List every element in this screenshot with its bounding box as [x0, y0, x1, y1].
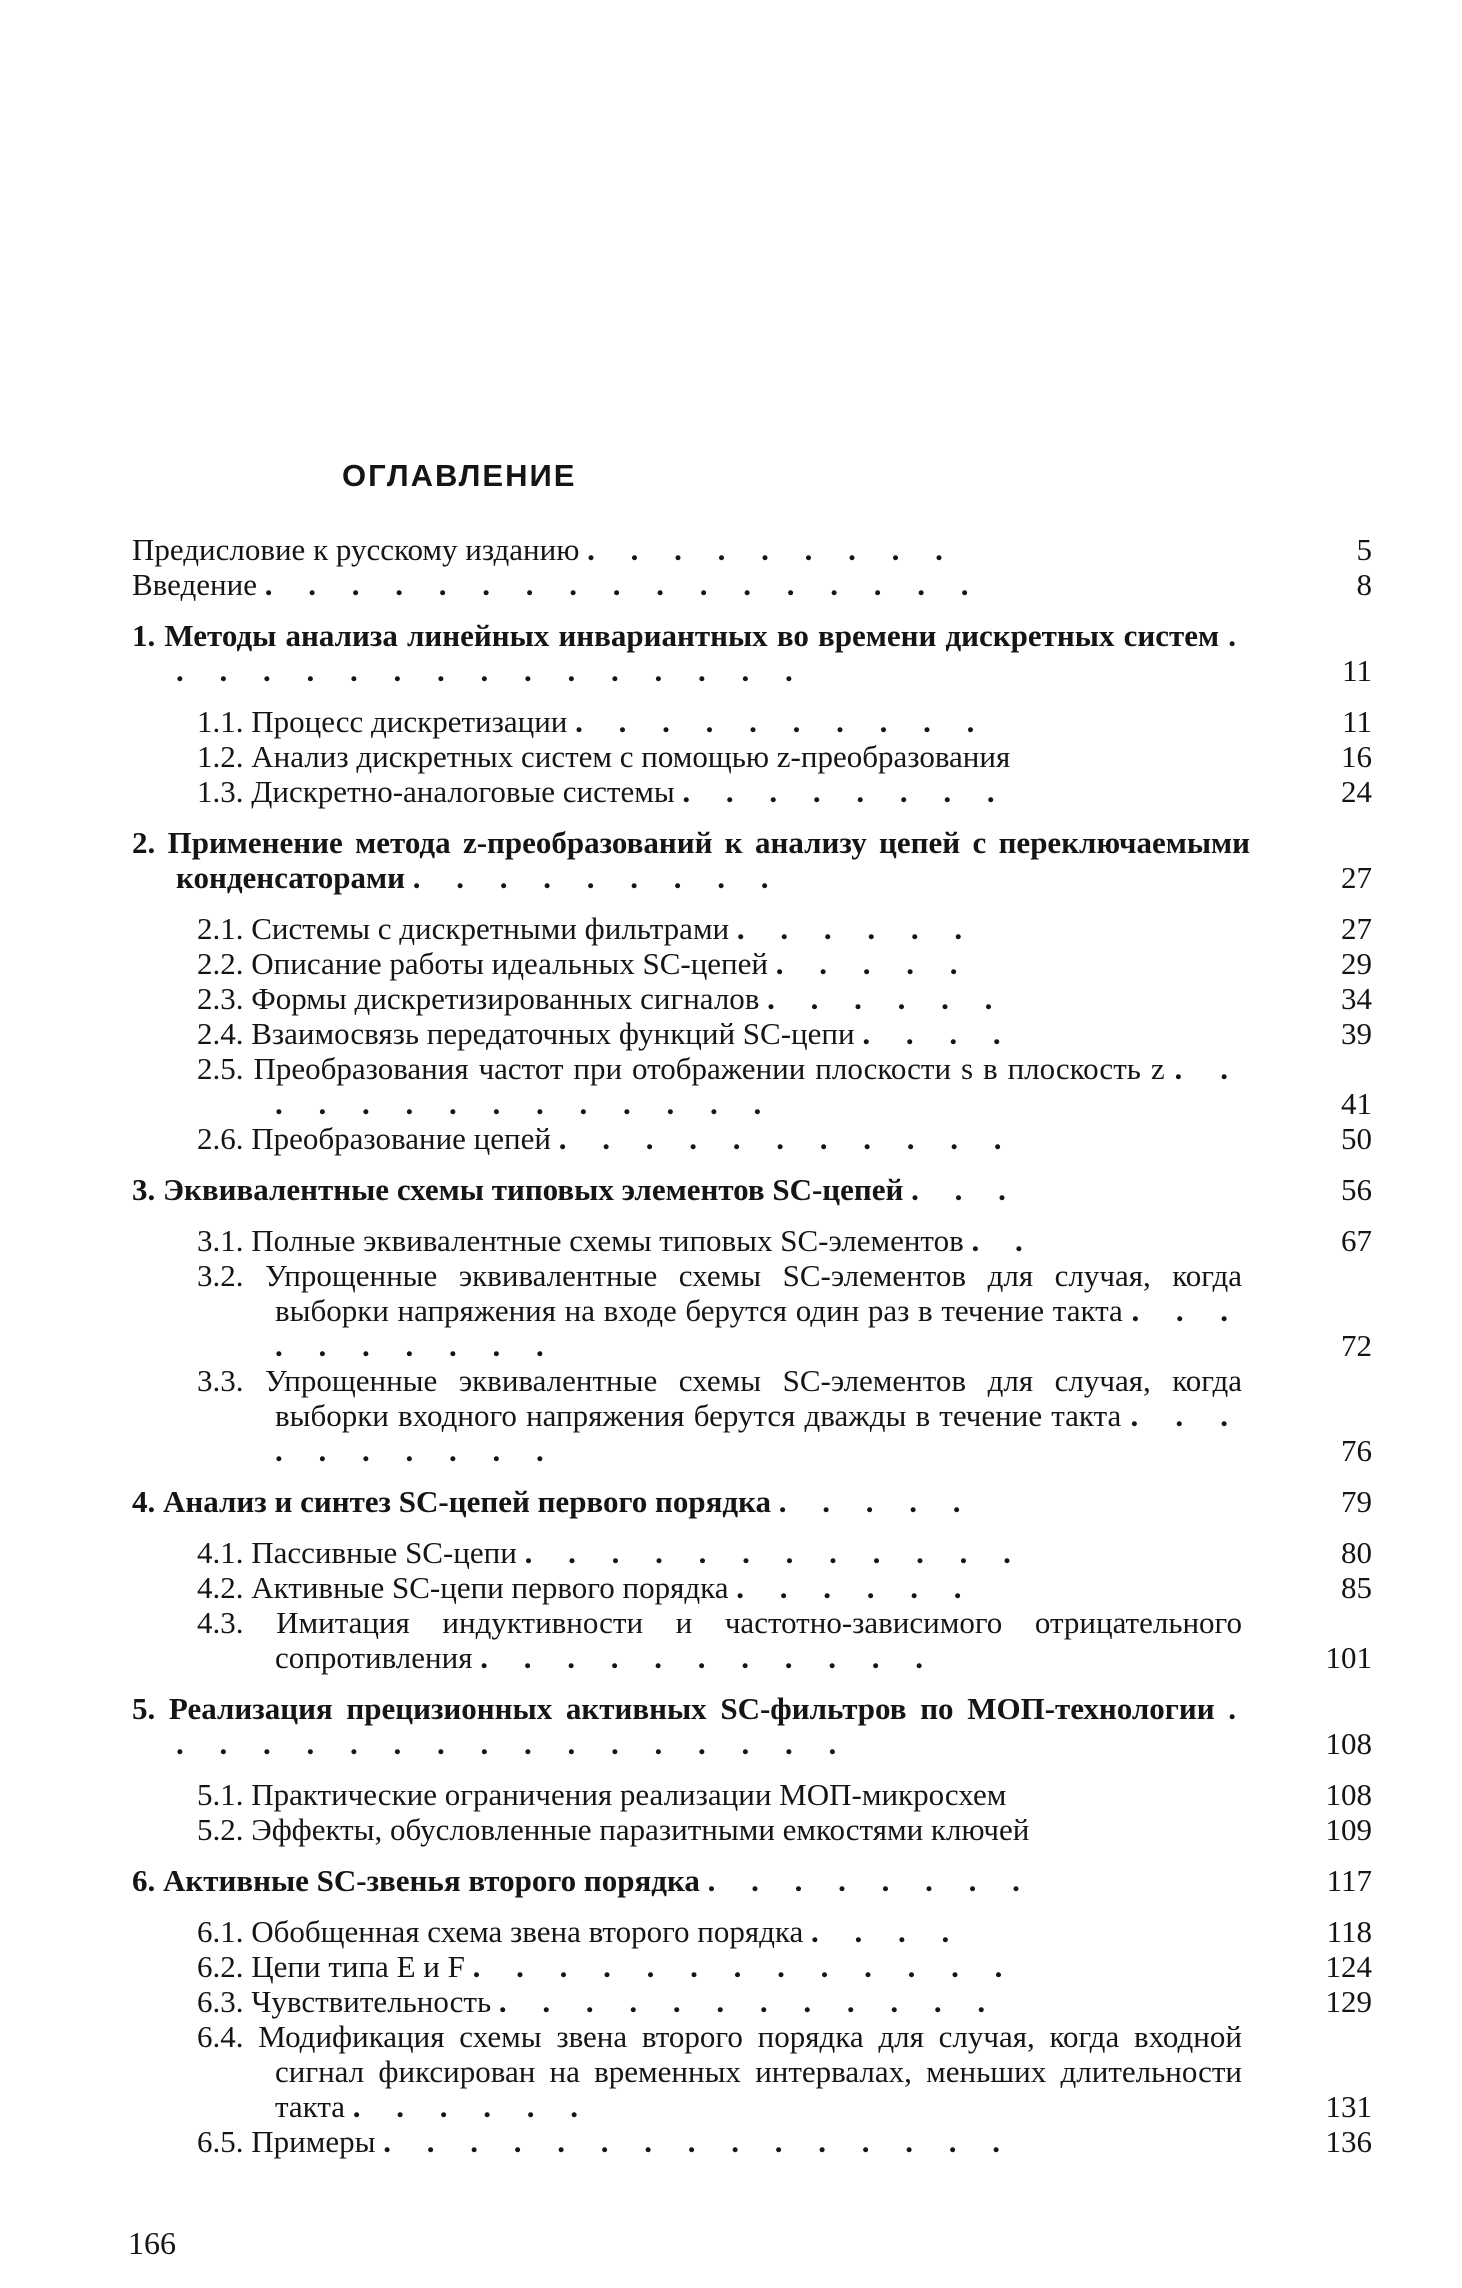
entry-text-block — [132, 1258, 1242, 1363]
entry-text-block — [132, 1605, 1242, 1675]
dot-leader: . . . — [911, 1172, 1020, 1207]
entry-text-block — [132, 1812, 1242, 1847]
entry-page-number: 16 — [1341, 739, 1372, 774]
dot-leader: . . . . . . . . . . — [275, 1293, 1243, 1363]
entry-text-block — [132, 1949, 1242, 1984]
dot-leader: . . — [971, 1223, 1037, 1258]
section-entry — [132, 1051, 1372, 1121]
section-entry — [132, 1570, 1372, 1605]
entry-page-number: 109 — [1325, 1812, 1372, 1847]
entry-title: 4. Анализ и синтез SC-цепей первого порядка — [132, 1484, 771, 1519]
entry-title: 1.3. Дискретно-аналоговые системы — [197, 774, 675, 809]
entry-title: 4.1. Пассивные SC-цепи — [197, 1535, 517, 1570]
section-entry — [132, 1605, 1372, 1675]
entry-title: 4.2. Активные SC-цепи первого порядка — [197, 1570, 729, 1605]
section-entry — [132, 1016, 1372, 1051]
entry-title: 5.1. Практические ограничения реализации МОП-микросхем — [197, 1777, 1007, 1812]
section-entry — [132, 1949, 1372, 1984]
dot-leader: . . . . . . . . . . . . . . . . . — [176, 1691, 1250, 1761]
entry-text-block — [132, 1691, 1250, 1761]
entry-text-block — [132, 739, 1242, 774]
entry-title: 4.3. Имитация индуктивности и частотно-зависимого отрицательного сопротивления — [197, 1605, 1242, 1675]
entry-text-block — [132, 981, 1242, 1016]
section-entry — [132, 1363, 1372, 1468]
entry-title: 6.2. Цепи типа E и F — [197, 1949, 465, 1984]
section-entry — [132, 1914, 1372, 1949]
entry-title: 2.2. Описание работы идеальных SC-цепей — [197, 946, 768, 981]
front-matter-entry — [132, 532, 1372, 567]
entry-title: 2.4. Взаимосвязь передаточных функций SC-цепи — [197, 1016, 855, 1051]
entry-text-block — [132, 1363, 1242, 1468]
entry-page-number: 11 — [1342, 653, 1372, 688]
dot-leader: . . . . — [811, 1914, 964, 1949]
entry-page-number: 34 — [1341, 981, 1372, 1016]
section-entry — [132, 774, 1372, 809]
dot-leader: . . . . — [862, 1016, 1015, 1051]
chapter-entry — [132, 1863, 1372, 1898]
entry-page-number: 136 — [1325, 2124, 1372, 2159]
entry-page-number: 124 — [1325, 1949, 1372, 1984]
chapter-entry — [132, 825, 1372, 895]
entry-text-block — [132, 1223, 1242, 1258]
dot-leader: . . . . . . . . — [682, 774, 1009, 809]
entry-page-number: 108 — [1325, 1777, 1372, 1812]
entry-text-block — [132, 1914, 1242, 1949]
entry-title: Введение — [132, 567, 257, 602]
entry-text-block — [132, 704, 1242, 739]
entry-page-number: 39 — [1341, 1016, 1372, 1051]
entry-title: 6. Активные SC-звенья второго порядка — [132, 1863, 700, 1898]
entry-title: 5.2. Эффекты, обусловленные паразитными емкостями ключей — [197, 1812, 1030, 1847]
front-matter-list — [132, 532, 1372, 602]
entry-title: 3. Эквивалентные схемы типовых элементов SC-цепей — [132, 1172, 904, 1207]
dot-leader: . . . . . . . . — [707, 1863, 1034, 1898]
entry-title: 2. Применение метода z-преобразований к анализу цепей с переключаемыми конденсаторами — [132, 825, 1250, 895]
dot-leader: . . . . . . . . . . . . . . . . . — [264, 567, 983, 602]
entry-text-block — [132, 1570, 1242, 1605]
entry-title: 6.4. Модификация схемы звена второго порядка для случая, когда входной сигнал фиксирован на временных интервалах, меньших длительности такта — [197, 2019, 1242, 2124]
dot-leader: . . . . . — [775, 946, 972, 981]
entry-title: 6.3. Чувствительность — [197, 1984, 492, 2019]
section-entry — [132, 2124, 1372, 2159]
entry-page-number: 27 — [1341, 911, 1372, 946]
entry-title: 5. Реализация прецизионных активных SC-фильтров по МОП-технологии — [132, 1691, 1215, 1726]
entry-text-block — [132, 1172, 1250, 1207]
entry-text-block — [132, 825, 1250, 895]
entry-text-block — [132, 1777, 1242, 1812]
section-entry — [132, 981, 1372, 1016]
dot-leader: . . . . . . . . . . . . — [524, 1535, 1025, 1570]
entry-text-block — [132, 1051, 1242, 1121]
entry-page-number: 50 — [1341, 1121, 1372, 1156]
page-title: ОГЛАВЛЕНИЕ — [342, 458, 577, 493]
entry-page-number: 131 — [1325, 2089, 1372, 2124]
dot-leader: . . . . . . . . . — [412, 860, 783, 895]
entry-title: Предисловие к русскому изданию — [132, 532, 580, 567]
dot-leader: . . . . . . . . . . . . . . . . — [176, 618, 1250, 688]
entry-text-block — [132, 1121, 1242, 1156]
chapter-entry — [132, 1691, 1372, 1761]
entry-text-block — [132, 774, 1242, 809]
entry-title: 2.1. Системы с дискретными фильтрами — [197, 911, 730, 946]
entry-title: 6.5. Примеры — [197, 2124, 376, 2159]
entry-page-number: 72 — [1341, 1328, 1372, 1363]
entry-title: 1.1. Процесс дискретизации — [197, 704, 568, 739]
entry-page-number: 108 — [1325, 1726, 1372, 1761]
entry-title: 2.5. Преобразования частот при отображении плоскости s в плоскость z — [197, 1051, 1165, 1086]
entry-title: 3.2. Упрощенные эквивалентные схемы SC-элементов для случая, когда выборки напряжения на входе берутся один раз в течение такта — [197, 1258, 1242, 1328]
entry-page-number: 76 — [1341, 1433, 1372, 1468]
section-entry — [132, 739, 1372, 774]
entry-page-number: 85 — [1341, 1570, 1372, 1605]
dot-leader: . . . . . . — [736, 911, 977, 946]
section-entry — [132, 911, 1372, 946]
section-entry — [132, 1535, 1372, 1570]
entry-page-number: 101 — [1325, 1640, 1372, 1675]
entry-page-number: 118 — [1326, 1914, 1372, 1949]
entry-page-number: 67 — [1341, 1223, 1372, 1258]
entry-title: 6.1. Обобщенная схема звена второго порядка — [197, 1914, 804, 1949]
chapter-entry — [132, 1484, 1372, 1519]
dot-leader: . . . . . — [778, 1484, 975, 1519]
entry-page-number: 79 — [1341, 1484, 1372, 1519]
entry-title: 2.6. Преобразование цепей — [197, 1121, 551, 1156]
dot-leader: . . . . . . . . . — [587, 532, 957, 567]
entry-page-number: 27 — [1341, 860, 1372, 895]
entry-page-number: 56 — [1341, 1172, 1372, 1207]
page-number: 166 — [128, 2225, 176, 2261]
entry-page-number: 80 — [1341, 1535, 1372, 1570]
dot-leader: . . . . . . . . . . . . — [498, 1984, 1000, 2019]
section-entry — [132, 1812, 1372, 1847]
entry-page-number: 11 — [1342, 704, 1372, 739]
entry-page-number: 5 — [1356, 532, 1372, 567]
entry-title: 1. Методы анализа линейных инвариантных во времени дискретных систем — [132, 618, 1220, 653]
dot-leader: . . . . . . . . . . . — [558, 1121, 1016, 1156]
dot-leader: . . . . . . — [736, 1570, 976, 1605]
dot-leader: . . . . . . . . . . . . . — [472, 1949, 1017, 1984]
entry-page-number: 41 — [1341, 1086, 1372, 1121]
entry-text-block — [132, 1016, 1242, 1051]
entry-title: 1.2. Анализ дискретных систем с помощью z-преобразования — [197, 739, 1011, 774]
section-entry — [132, 1984, 1372, 2019]
entry-text-block — [132, 618, 1250, 688]
table-of-contents — [132, 532, 1372, 2159]
section-entry — [132, 1777, 1372, 1812]
section-entry — [132, 946, 1372, 981]
chapter-list — [132, 618, 1372, 2159]
entry-page-number: 24 — [1341, 774, 1372, 809]
entry-text-block — [132, 1535, 1242, 1570]
section-entry — [132, 1223, 1372, 1258]
entry-page-number: 29 — [1341, 946, 1372, 981]
section-entry — [132, 2019, 1372, 2124]
dot-leader: . . . . . . . . . . — [275, 1398, 1242, 1468]
section-entry — [132, 1258, 1372, 1363]
entry-text-block — [132, 1863, 1250, 1898]
section-entry — [132, 704, 1372, 739]
entry-title: 2.3. Формы дискретизированных сигналов — [197, 981, 760, 1016]
front-matter-entry — [132, 567, 1372, 602]
dot-leader: . . . . . . — [767, 981, 1007, 1016]
entry-text-block — [132, 1484, 1250, 1519]
entry-text-block — [132, 946, 1242, 981]
entry-title: 3.1. Полные эквивалентные схемы типовых SC-элементов — [197, 1223, 964, 1258]
entry-page-number: 129 — [1325, 1984, 1372, 2019]
entry-text-block — [132, 2019, 1242, 2124]
entry-text-block — [132, 567, 1250, 602]
entry-text-block — [132, 911, 1242, 946]
entry-page-number: 8 — [1356, 567, 1372, 602]
entry-text-block — [132, 1984, 1242, 2019]
entry-page-number: 117 — [1326, 1863, 1372, 1898]
dot-leader: . . . . . . . . . . . . . . . — [383, 2124, 1014, 2159]
dot-leader: . . . . . . . . . . . — [480, 1640, 937, 1675]
dot-leader: . . . . . . . . . . — [575, 704, 989, 739]
entry-text-block — [132, 532, 1250, 567]
section-entry — [132, 1121, 1372, 1156]
chapter-entry — [132, 1172, 1372, 1207]
dot-leader: . . . . . . — [352, 2089, 593, 2124]
dot-leader: . . . . . . . . . . . . . . — [275, 1051, 1242, 1121]
entry-text-block — [132, 2124, 1242, 2159]
entry-title: 3.3. Упрощенные эквивалентные схемы SC-элементов для случая, когда выборки входного напряжения берутся дважды в течение такта — [197, 1363, 1242, 1433]
chapter-entry — [132, 618, 1372, 688]
